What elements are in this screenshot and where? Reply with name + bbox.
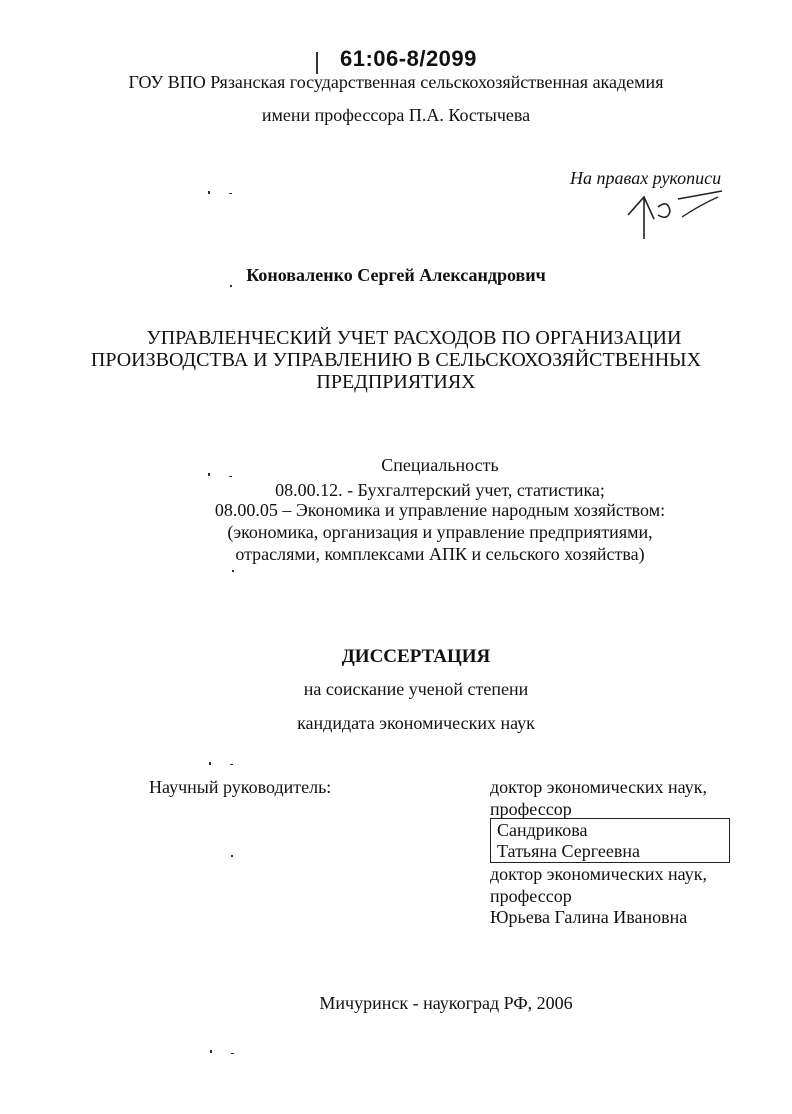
rights-note: На правах рукописи (570, 168, 722, 188)
supervisor-label: Научный руководитель: (149, 777, 332, 797)
supervisor-secondary-degree: доктор экономических наук, (490, 864, 707, 884)
scan-speck (210, 1050, 212, 1053)
specialty-line-2: 08.00.05 – Экономика и управление народным хозяйством: (214, 500, 666, 520)
scan-speck (231, 1053, 234, 1054)
dissertation-line-2: кандидата экономических наук (297, 713, 535, 733)
supervisor-secondary-rank: профессор (490, 886, 572, 906)
supervisor-secondary-name: Юрьева Галина Ивановна (490, 907, 688, 927)
institution-line-2: имени профессора П.А. Костычева (261, 105, 531, 125)
title-line-3: ПРЕДПРИЯТИЯХ (316, 371, 476, 393)
title-line-1: УПРАВЛЕНЧЕСКИЙ УЧЕТ РАСХОДОВ ПО ОРГАНИЗАЦИИ (146, 327, 682, 349)
scan-speck (229, 193, 232, 194)
scan-speck (232, 570, 234, 572)
specialty-line-3: (экономика, организация и управление предприятиями, (227, 522, 653, 542)
scan-speck (230, 764, 233, 765)
library-stamp: 61:06-8/2099 (340, 46, 477, 71)
supervisor-primary-name-2: Татьяна Сергеевна (497, 841, 641, 861)
specialty-line-4: отраслями, комплексами АПК и сельского хозяйства) (235, 544, 645, 564)
supervisor-primary-name-1: Сандрикова (497, 820, 588, 840)
title-line-2: ПРОИЗВОДСТВА И УПРАВЛЕНИЮ В СЕЛЬСКОХОЗЯЙСТВЕННЫХ (90, 349, 702, 371)
supervisor-primary-degree: доктор экономических наук, (490, 777, 707, 797)
scan-speck (208, 191, 210, 194)
specialty-line-1: 08.00.12. - Бухгалтерский учет, статистика; (275, 480, 605, 500)
specialty-heading: Специальность (381, 455, 499, 475)
scan-speck (231, 855, 233, 857)
signature-image (620, 185, 730, 245)
dissertation-line-1: на соискание ученой степени (303, 679, 529, 699)
institution-line-1: ГОУ ВПО Рязанская государственная сельскохозяйственная академия (128, 72, 664, 92)
scan-speck (229, 476, 232, 477)
scan-speck (209, 762, 211, 765)
footer-city-year: Мичуринск - наукоград РФ, 2006 (319, 993, 573, 1013)
author-name: Коноваленко Сергей Александрович (246, 265, 546, 285)
dissertation-heading: ДИССЕРТАЦИЯ (341, 646, 491, 667)
stamp-bar (316, 52, 318, 74)
supervisor-primary-rank: профессор (490, 799, 572, 819)
